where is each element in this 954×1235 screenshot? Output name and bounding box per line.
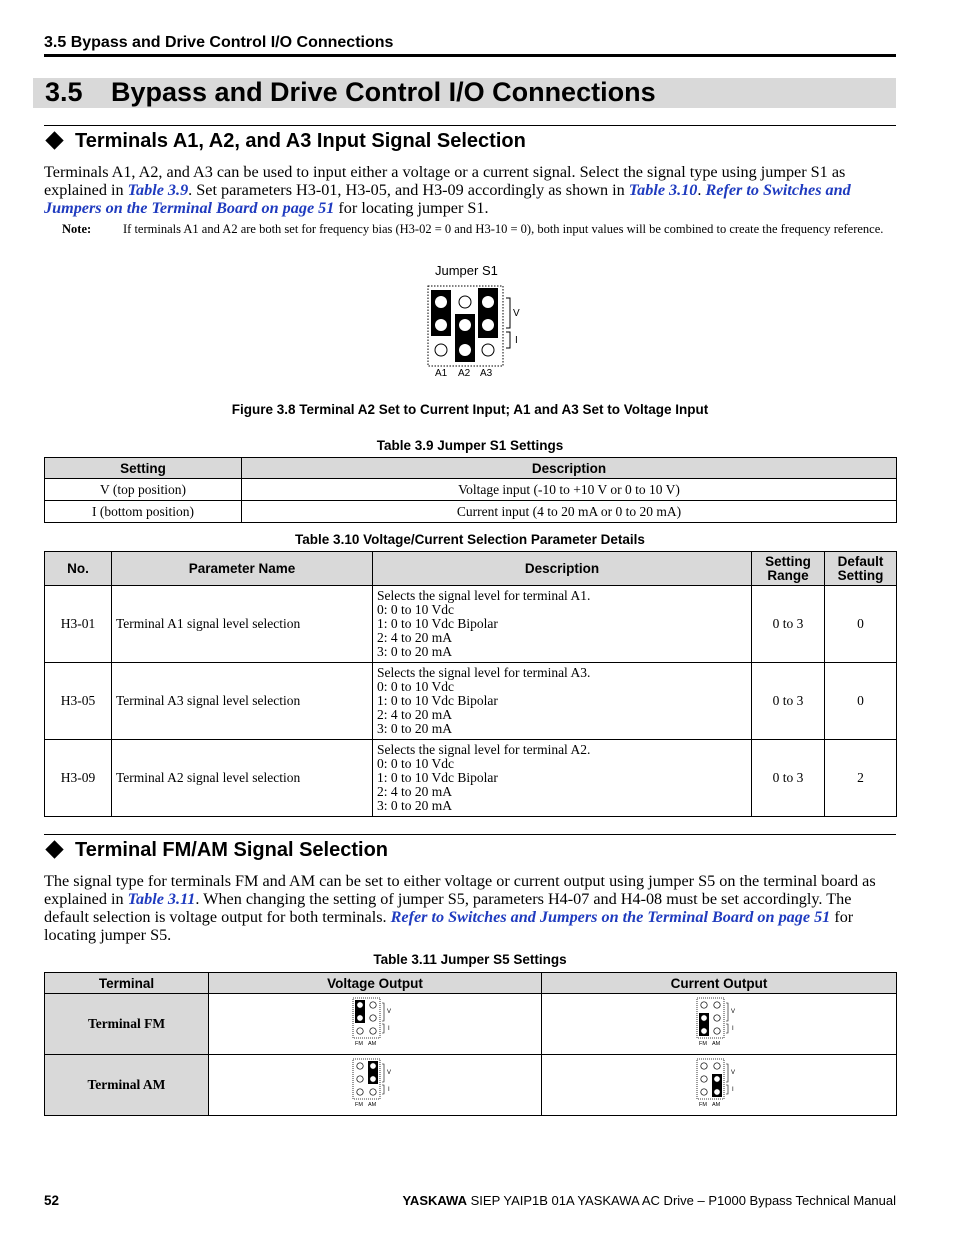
table-header: No. [45, 552, 112, 586]
desc-line: 3: 0 to 20 mA [377, 721, 453, 736]
table-cell: Current input (4 to 20 mA or 0 to 20 mA) [242, 501, 897, 523]
table-cell: Voltage input (-10 to +10 V or 0 to 10 V) [242, 479, 897, 501]
text: for locating jumper S1. [334, 199, 489, 217]
table-3-11-caption: Table 3.11 Jumper S5 Settings [373, 952, 567, 967]
text: . [697, 181, 706, 199]
text: Terminals A1, A2, and A3 can be used to input either a voltage or a current signal. Select the signal type using jumper S1 as explained in [44, 163, 846, 199]
table-row [45, 663, 897, 740]
link-table-3-10[interactable]: Table 3.10 [628, 181, 698, 199]
am-current-cell [542, 1055, 897, 1116]
subsection-rule [44, 125, 896, 126]
table-header: Terminal [45, 973, 209, 994]
table-3-11 [44, 972, 897, 1116]
desc-line: 2: 4 to 20 mA [377, 707, 453, 722]
param-no: H3-05 [45, 663, 112, 740]
link-switches-jumpers-p51[interactable]: Refer to Switches and Jumpers on the Terminal Board on page 51 [44, 181, 851, 217]
header-rule [44, 54, 896, 57]
v-label: V [387, 1070, 392, 1076]
fm-label: FM [699, 1041, 707, 1047]
col-label-a1: A1 [435, 368, 448, 379]
jumper-s1-diagram [420, 258, 530, 380]
section-number: 3.5 [45, 77, 83, 107]
brand-name: YASKAWA [402, 1193, 467, 1208]
fm-current-cell [542, 994, 897, 1055]
table-cell: V (top position) [45, 479, 242, 501]
desc-line: 3: 0 to 20 mA [377, 798, 453, 813]
table-header: Parameter Name [112, 552, 373, 586]
text: The signal type for terminals FM and AM can be set to either voltage or current output using jumper S5 on the terminal board as explained in [44, 872, 876, 908]
link-table-3-9[interactable]: Table 3.9 [127, 181, 189, 199]
desc-line: 3: 0 to 20 mA [377, 644, 453, 659]
desc-line: Selects the signal level for terminal A1. [377, 588, 591, 603]
v-label: V [387, 1009, 392, 1015]
col-label-a2: A2 [458, 368, 471, 379]
v-label: V [731, 1070, 736, 1076]
am-label: AM [368, 1041, 377, 1047]
table-3-10 [44, 551, 897, 817]
i-label: I [388, 1026, 390, 1032]
table-header: Setting [45, 458, 242, 479]
table-row [45, 501, 897, 523]
fm-label: FM [355, 1041, 363, 1047]
footer-title [402, 1193, 896, 1208]
am-label: AM [712, 1041, 721, 1047]
desc-line: 0: 0 to 10 Vdc [377, 602, 454, 617]
table-header: Description [373, 552, 752, 586]
param-description [373, 740, 752, 817]
v-label: V [731, 1009, 736, 1015]
table-row [45, 740, 897, 817]
param-no: H3-09 [45, 740, 112, 817]
desc-line: 1: 0 to 10 Vdc Bipolar [377, 693, 498, 708]
param-default: 2 [825, 740, 897, 817]
table-row [45, 479, 897, 501]
manual-title: SIEP YAIP1B 01A YASKAWA AC Drive – P1000 Bypass Technical Manual [467, 1193, 896, 1208]
paragraph-fm-am [44, 872, 898, 944]
desc-line: Selects the signal level for terminal A3. [377, 665, 591, 680]
table-3-9-caption: Table 3.9 Jumper S1 Settings [376, 438, 564, 453]
subsection-heading-analog [44, 130, 526, 153]
i-label: I [732, 1087, 734, 1093]
jumper-s1-label: Jumper S1 [435, 263, 498, 278]
jumper-s5-am-current-diagram [696, 1058, 742, 1108]
subsection-heading-fm-am [44, 839, 388, 862]
subsection-heading-text: Terminals A1, A2, and A3 Input Signal Selection [75, 130, 526, 152]
subsection-heading-text: Terminal FM/AM Signal Selection [75, 839, 389, 861]
table-row [45, 1055, 897, 1116]
param-range: 0 to 3 [752, 586, 825, 663]
table-cell: I (bottom position) [45, 501, 242, 523]
desc-line: 2: 4 to 20 mA [377, 784, 453, 799]
col-label-a3: A3 [480, 368, 493, 379]
param-description [373, 663, 752, 740]
param-range: 0 to 3 [752, 740, 825, 817]
am-voltage-cell [209, 1055, 542, 1116]
running-header: 3.5 Bypass and Drive Control I/O Connections [44, 34, 394, 51]
desc-line: 2: 4 to 20 mA [377, 630, 453, 645]
text: for locating jumper S5. [44, 908, 854, 944]
desc-line: 1: 0 to 10 Vdc Bipolar [377, 770, 498, 785]
terminal-am-label: Terminal AM [45, 1055, 209, 1116]
i-label: I [515, 335, 518, 346]
table-header: Default Setting [825, 552, 897, 586]
figure-caption: Figure 3.8 Terminal A2 Set to Current Input; A1 and A3 Set to Voltage Input [231, 402, 709, 417]
param-default: 0 [825, 663, 897, 740]
page-number: 52 [44, 1193, 60, 1208]
jumper-s5-am-voltage-diagram [352, 1058, 398, 1108]
paragraph-analog-inputs [44, 163, 898, 217]
param-name: Terminal A3 signal level selection [112, 663, 373, 740]
text: . Set parameters H3-01, H3-05, and H3-09 accordingly as shown in [188, 181, 629, 199]
link-switches-jumpers-p51[interactable]: Refer to Switches and Jumpers on the Terminal Board on page 51 [390, 908, 831, 926]
am-label: AM [368, 1102, 377, 1108]
param-range: 0 to 3 [752, 663, 825, 740]
param-name: Terminal A2 signal level selection [112, 740, 373, 817]
table-header: Description [242, 458, 897, 479]
param-default: 0 [825, 586, 897, 663]
text: . When changing the setting of jumper S5, parameters H4-07 and H4-08 must be set accordingly. The default selection is voltage output for both terminals. [44, 890, 852, 926]
param-no: H3-01 [45, 586, 112, 663]
table-3-10-caption: Table 3.10 Voltage/Current Selection Parameter Details [295, 532, 645, 547]
i-label: I [732, 1026, 734, 1032]
v-label: V [513, 308, 520, 319]
table-header: Setting Range [752, 552, 825, 586]
section-title-text: Bypass and Drive Control I/O Connections [111, 77, 656, 107]
desc-line: Selects the signal level for terminal A2. [377, 742, 591, 757]
fm-label: FM [355, 1102, 363, 1108]
diamond-bullet-icon [45, 132, 63, 150]
desc-line: 0: 0 to 10 Vdc [377, 679, 454, 694]
param-name: Terminal A1 signal level selection [112, 586, 373, 663]
i-label: I [388, 1087, 390, 1093]
link-table-3-11[interactable]: Table 3.11 [127, 890, 196, 908]
note-label: Note: [62, 222, 92, 236]
am-label: AM [712, 1102, 721, 1108]
table-header: Current Output [542, 973, 897, 994]
note-text: If terminals A1 and A2 are both set for frequency bias (H3-02 = 0 and H3-10 = 0), both input values will be combined to create the frequency reference. [123, 222, 884, 236]
jumper-s5-fm-current-diagram [696, 997, 742, 1047]
param-description [373, 586, 752, 663]
jumper-s5-fm-voltage-diagram [352, 997, 398, 1047]
desc-line: 1: 0 to 10 Vdc Bipolar [377, 616, 498, 631]
diamond-bullet-icon [45, 841, 63, 859]
table-header: Voltage Output [209, 973, 542, 994]
table-row [45, 994, 897, 1055]
subsection-rule [44, 834, 896, 835]
fm-label: FM [699, 1102, 707, 1108]
table-3-9 [44, 457, 897, 523]
table-row [45, 586, 897, 663]
desc-line: 0: 0 to 10 Vdc [377, 756, 454, 771]
terminal-fm-label: Terminal FM [45, 994, 209, 1055]
fm-voltage-cell [209, 994, 542, 1055]
section-title [45, 77, 656, 108]
